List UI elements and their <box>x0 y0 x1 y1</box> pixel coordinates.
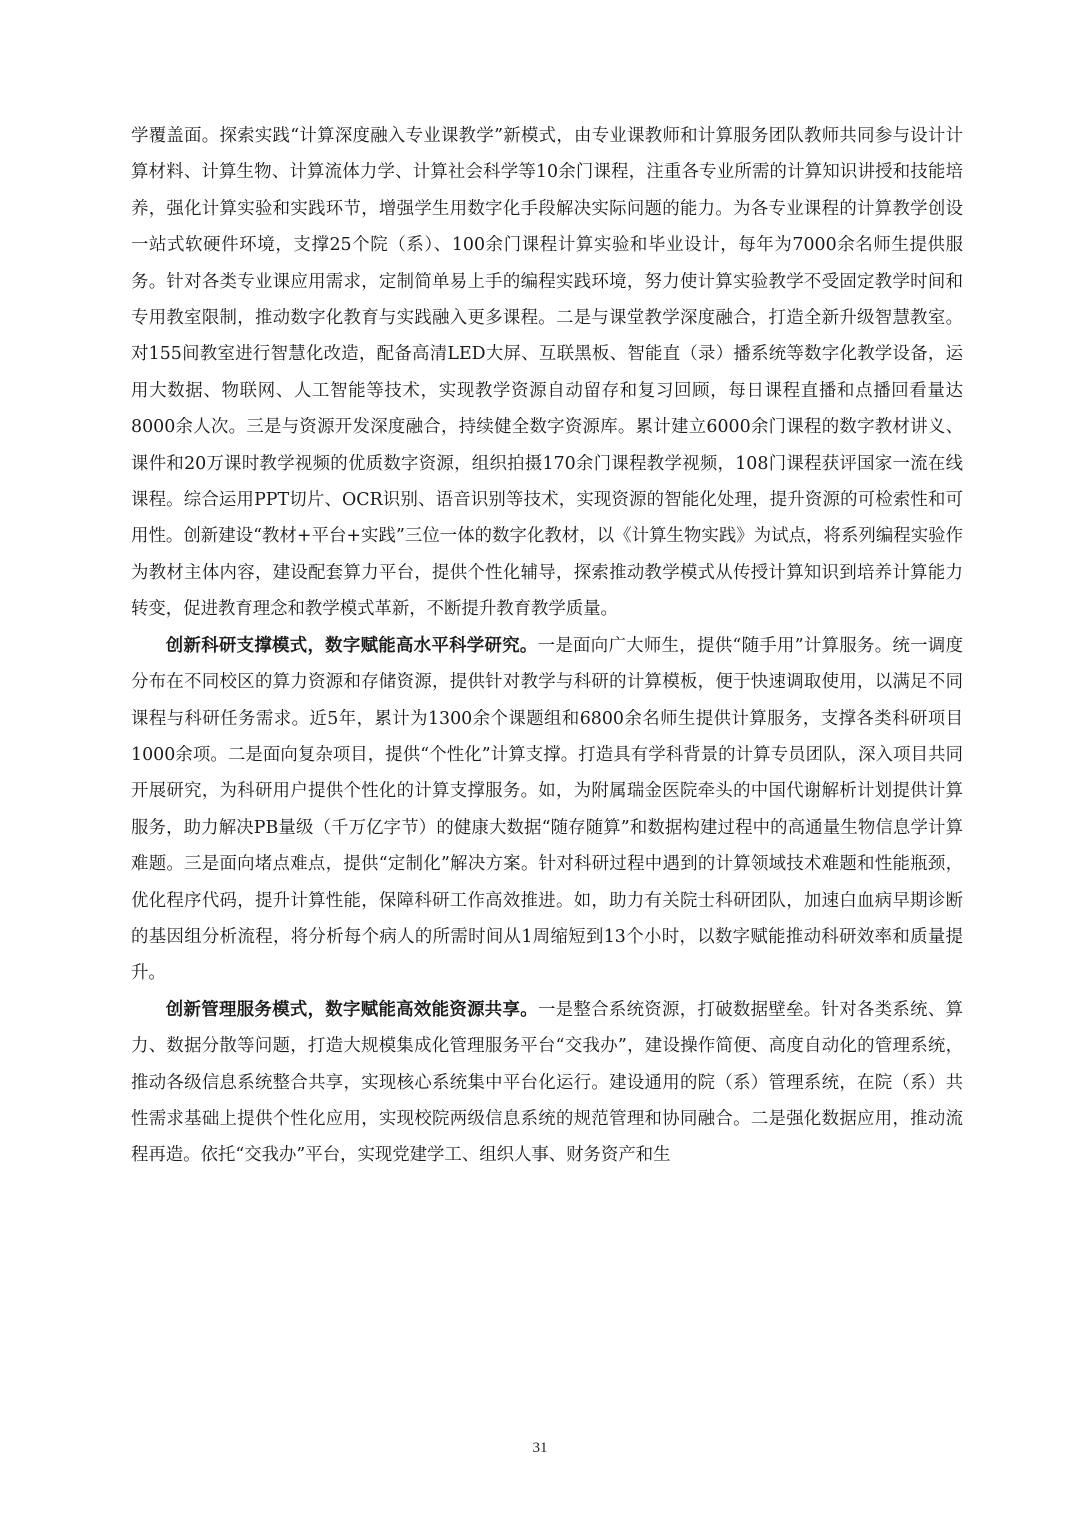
paragraph-2-text: 一是面向广大师生，提供“随手用”计算服务。统一调度分布在不同校区的算力资源和存储资源，提供针对教学与科研的计算模板，便于快速调取使用，以满足不同课程与科研任务需求。近5年，累计为1300余个课题组和6800余名师生提供计算服务，支撑各类科研项目1000余项。二是面向复杂项目，提供“个性化”计算支撑。打造具有学科背景的计算专员团队，深入项目共同开展研究，为科研用户提供个性化的计算支撑服务。如，为附属瑞金医院牵头的中国代谢解析计划提供计算服务，助力解决PB量级（千万亿字节）的健康大数据“随存随算”和数据构建过程中的高通量生物信息学计算难题。三是面向堵点难点，提供“定制化”解决方案。针对科研过程中遇到的计算领域技术难题和性能瓶颈，优化程序代码，提升计算性能，保障科研工作高效推进。如，助力有关院士科研团队，加速白血病早期诊断的基因组分析流程，将分析每个病人的所需时间从1周缩短到13个小时，以数字赋能推动科研效率和质量提升。 <box>131 635 963 984</box>
paragraph-3 <box>131 992 963 1174</box>
paragraph-1 <box>131 118 963 628</box>
paragraph-2-lead: 创新科研支撑模式，数字赋能高水平科学研究。 <box>165 635 538 656</box>
paragraph-1-text: 学覆盖面。探索实践“计算深度融入专业课教学”新模式，由专业课教师和计算服务团队教师共同参与设计计算材料、计算生物、计算流体力学、计算社会科学等10余门课程，注重各专业所需的计算知识讲授和技能培养，强化计算实验和实践环节，增强学生用数字化手段解决实际问题的能力。为各专业课程的计算教学创设一站式软硬件环境，支撑25个院（系）、100余门课程计算实验和毕业设计，每年为7000余名师生提供服务。针对各类专业课应用需求，定制简单易上手的编程实践环境，努力使计算实验教学不受固定教学时间和专用教室限制，推动数字化教育与实践融入更多课程。二是与课堂教学深度融合，打造全新升级智慧教室。对155间教室进行智慧化改造，配备高清LED大屏、互联黑板、智能直（录）播系统等数字化教学设备，运用大数据、物联网、人工智能等技术，实现教学资源自动留存和复习回顾，每日课程直播和点播回看量达8000余人次。三是与资源开发深度融合，持续健全数字资源库。累计建立6000余门课程的数字教材讲义、课件和20万课时教学视频的优质数字资源，组织拍摄170余门课程教学视频，108门课程获评国家一流在线课程。综合运用PPT切片、OCR识别、语音识别等技术，实现资源的智能化处理，提升资源的可检索性和可用性。创新建设“教材+平台+实践”三位一体的数字化教材，以《计算生物实践》为试点，将系列编程实验作为教材主体内容，建设配套算力平台，提供个性化辅导，探索推动教学模式从传授计算知识到培养计算能力转变，促进教育理念和教学模式革新，不断提升教育教学质量。 <box>131 126 963 620</box>
page-number: 31 <box>532 1440 548 1456</box>
paragraph-3-lead: 创新管理服务模式，数字赋能高效能资源共享。 <box>165 999 538 1020</box>
paragraph-2 <box>131 628 963 992</box>
paragraph-3-text: 一是整合系统资源，打破数据壁垒。针对各类系统、算力、数据分散等问题，打造大规模集成化管理服务平台“交我办”，建设操作简便、高度自动化的管理系统，推动各级信息系统整合共享，实现核心系统集中平台化运行。建设通用的院（系）管理系统，在院（系）共性需求基础上提供个性化应用，实现校院两级信息系统的规范管理和协同融合。二是强化数据应用，推动流程再造。依托“交我办”平台，实现党建学工、组织人事、财务资产和生 <box>131 999 963 1166</box>
body-text <box>131 118 963 1174</box>
